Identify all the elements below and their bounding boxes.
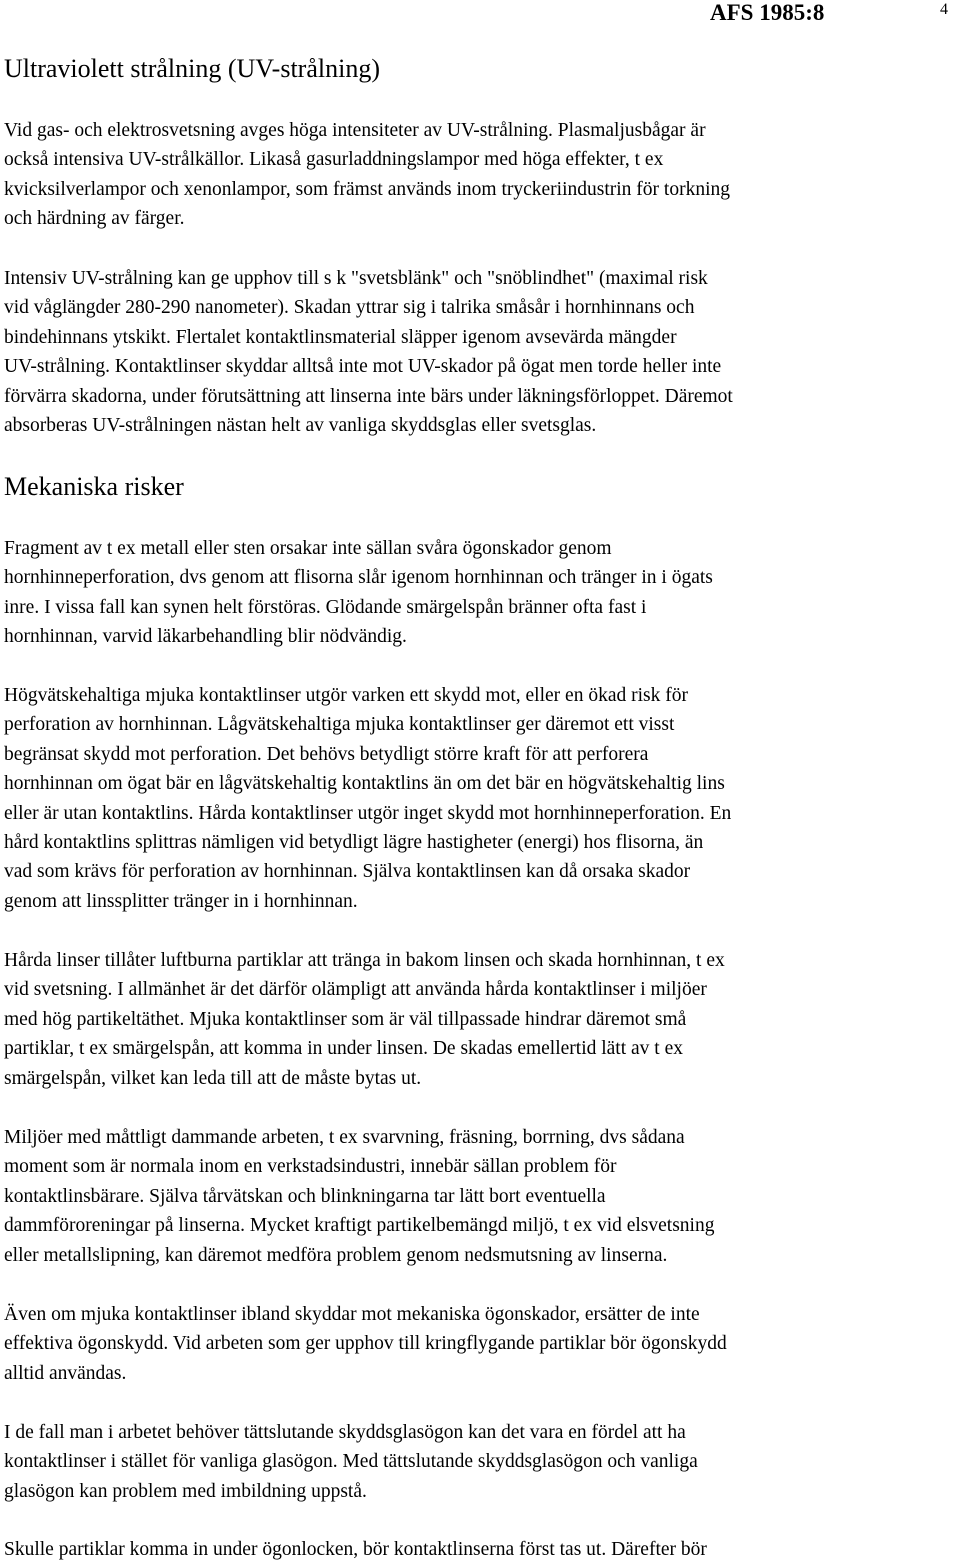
text-line: bindehinnans ytskikt. Flertalet kontaktlinsmaterial släpper igenom avsevärda mängder: [4, 326, 677, 348]
paragraph-soft-hard-lenses: [4, 681, 950, 916]
text-line: eller metallslipning, kan däremot medföra problem genom nedsmutsning av linserna.: [4, 1244, 668, 1266]
paragraph-uv-sources: [4, 116, 950, 234]
text-line: smärgelspån, vilket kan leda till att de måste bytas ut.: [4, 1067, 422, 1089]
text-line: I de fall man i arbetet behöver tättslutande skyddsglasögon kan det vara en fördel att ha: [4, 1422, 686, 1443]
text-line: effektiva ögonskydd. Vid arbeten som ger upphov till kringflygande partiklar bör ögonskydd: [4, 1333, 727, 1355]
text-line: med hög partikeltäthet. Mjuka kontaktlinser som är väl tillpassade hindrar däremot små: [4, 1008, 687, 1030]
text-line: absorberas UV-strålningen nästan helt av vanliga skyddsglas eller svetsglas.: [4, 415, 597, 437]
text-line: inre. I vissa fall kan synen helt förstöras. Glödande smärgelspån bränner ofta fast i: [4, 596, 647, 618]
paragraph-particles-under-eyelids: [4, 1535, 950, 1564]
text-line: Högvätskehaltiga mjuka kontaktlinser utgör varken ett skydd mot, eller en ökad risk för: [4, 685, 688, 706]
text-line: hård kontaktlins splittras nämligen vid betydligt lägre hastigheter (energi) hos flisorna, än: [4, 832, 704, 854]
text-line: Miljöer med måttligt dammande arbeten, t ex svarvning, fräsning, borrning, dvs sådana: [4, 1127, 685, 1148]
text-line: hornhinnan, varvid läkarbehandling blir nödvändig.: [4, 626, 407, 648]
paragraph-uv-effects: [4, 264, 950, 440]
paragraph-fragments: [4, 534, 950, 652]
text-line: moment som är normala inom en verkstadsindustri, innebär sällan problem för: [4, 1156, 617, 1178]
text-line: också intensiva UV-strålkällor. Likaså gasurladdningslampor med höga effekter, t ex: [4, 149, 664, 171]
text-line: hornhinnan om ögat bär en lågvätskehaltig kontaktlins än om det bär en högvätskehaltig lins: [4, 773, 725, 795]
text-line: glasögon kan problem med imbildning uppstå.: [4, 1480, 367, 1502]
document-reference: AFS 1985:8: [710, 0, 825, 25]
text-line: genom att linssplitter tränger in i hornhinnan.: [4, 890, 358, 912]
paragraph-eye-protection: [4, 1300, 950, 1388]
text-line: kontaktlinsbärare. Själva tårvätskan och blinkningarna tar lätt bort eventuella: [4, 1185, 606, 1207]
paragraph-goggles: [4, 1418, 950, 1506]
paragraph-dusty-environments: [4, 1123, 950, 1270]
text-line: kontaktlinser i stället för vanliga glasögon. Med tättslutande skyddsglasögon och vanliga: [4, 1451, 698, 1473]
text-line: Intensiv UV-strålning kan ge upphov till s k "svetsblänk" och "snöblindhet" (maximal risk: [4, 268, 708, 289]
text-line: och härdning av färger.: [4, 208, 185, 230]
text-line: eller är utan kontaktlins. Hårda kontaktlinser utgör inget skydd mot hornhinneperforation. En: [4, 802, 732, 824]
section-title-uv: Ultraviolett strålning (UV-strålning): [4, 54, 380, 83]
text-line: Hårda linser tillåter luftburna partiklar att tränga in bakom linsen och skada hornhinnan, t ex: [4, 950, 725, 971]
text-line: hornhinneperforation, dvs genom att flisorna slår igenom hornhinnan och tränger in i ögats: [4, 567, 713, 589]
text-line: Även om mjuka kontaktlinser ibland skyddar mot mekaniska ögonskador, ersätter de inte: [4, 1304, 700, 1325]
paragraph-airborne-particles: [4, 946, 950, 1093]
text-line: vad som krävs för perforation av hornhinnan. Själva kontaktlinsen kan då orsaka skador: [4, 861, 691, 883]
text-line: perforation av hornhinnan. Lågvätskehaltiga mjuka kontaktlinser ger däremot ett visst: [4, 714, 675, 736]
text-line: begränsat skydd mot perforation. Det behövs betydligt större kraft för att perforera: [4, 743, 649, 765]
text-line: partiklar, t ex smärgelspån, att komma in under linsen. De skadas emellertid lätt av t ex: [4, 1038, 683, 1060]
text-line: vid svetsning. I allmänhet är det därför olämpligt att använda hårda kontaktlinser i miljöer: [4, 979, 707, 1001]
text-line: Vid gas- och elektrosvetsning avges höga intensiteter av UV-strålning. Plasmaljusbågar är: [4, 120, 706, 141]
text-line: vid våglängder 280-290 nanometer). Skadan yttrar sig i talrika småsår i hornhinnans och: [4, 297, 695, 319]
text-line: Fragment av t ex metall eller sten orsakar inte sällan svåra ögonskador genom: [4, 538, 612, 559]
page-number: 4: [940, 1, 948, 18]
text-line: kvicksilverlampor och xenonlampor, som främst används inom tryckeriindustrin för torkning: [4, 178, 730, 200]
text-line: Skulle partiklar komma in under ögonlocken, bör kontaktlinserna först tas ut. Därefter bör: [4, 1539, 707, 1560]
text-line: UV-strålning. Kontaktlinser skyddar alltså inte mot UV-skador på ögat men torde heller inte: [4, 356, 722, 378]
text-line: dammföroreningar på linserna. Mycket kraftigt partikelbemängd miljö, t ex vid elsvetsning: [4, 1215, 715, 1237]
text-line: förvärra skadorna, under förutsättning att linserna inte bärs under läkningsförloppet. Däremot: [4, 385, 733, 407]
text-line: alltid användas.: [4, 1362, 127, 1384]
section-title-mechanical-risks: Mekaniska risker: [4, 472, 184, 501]
